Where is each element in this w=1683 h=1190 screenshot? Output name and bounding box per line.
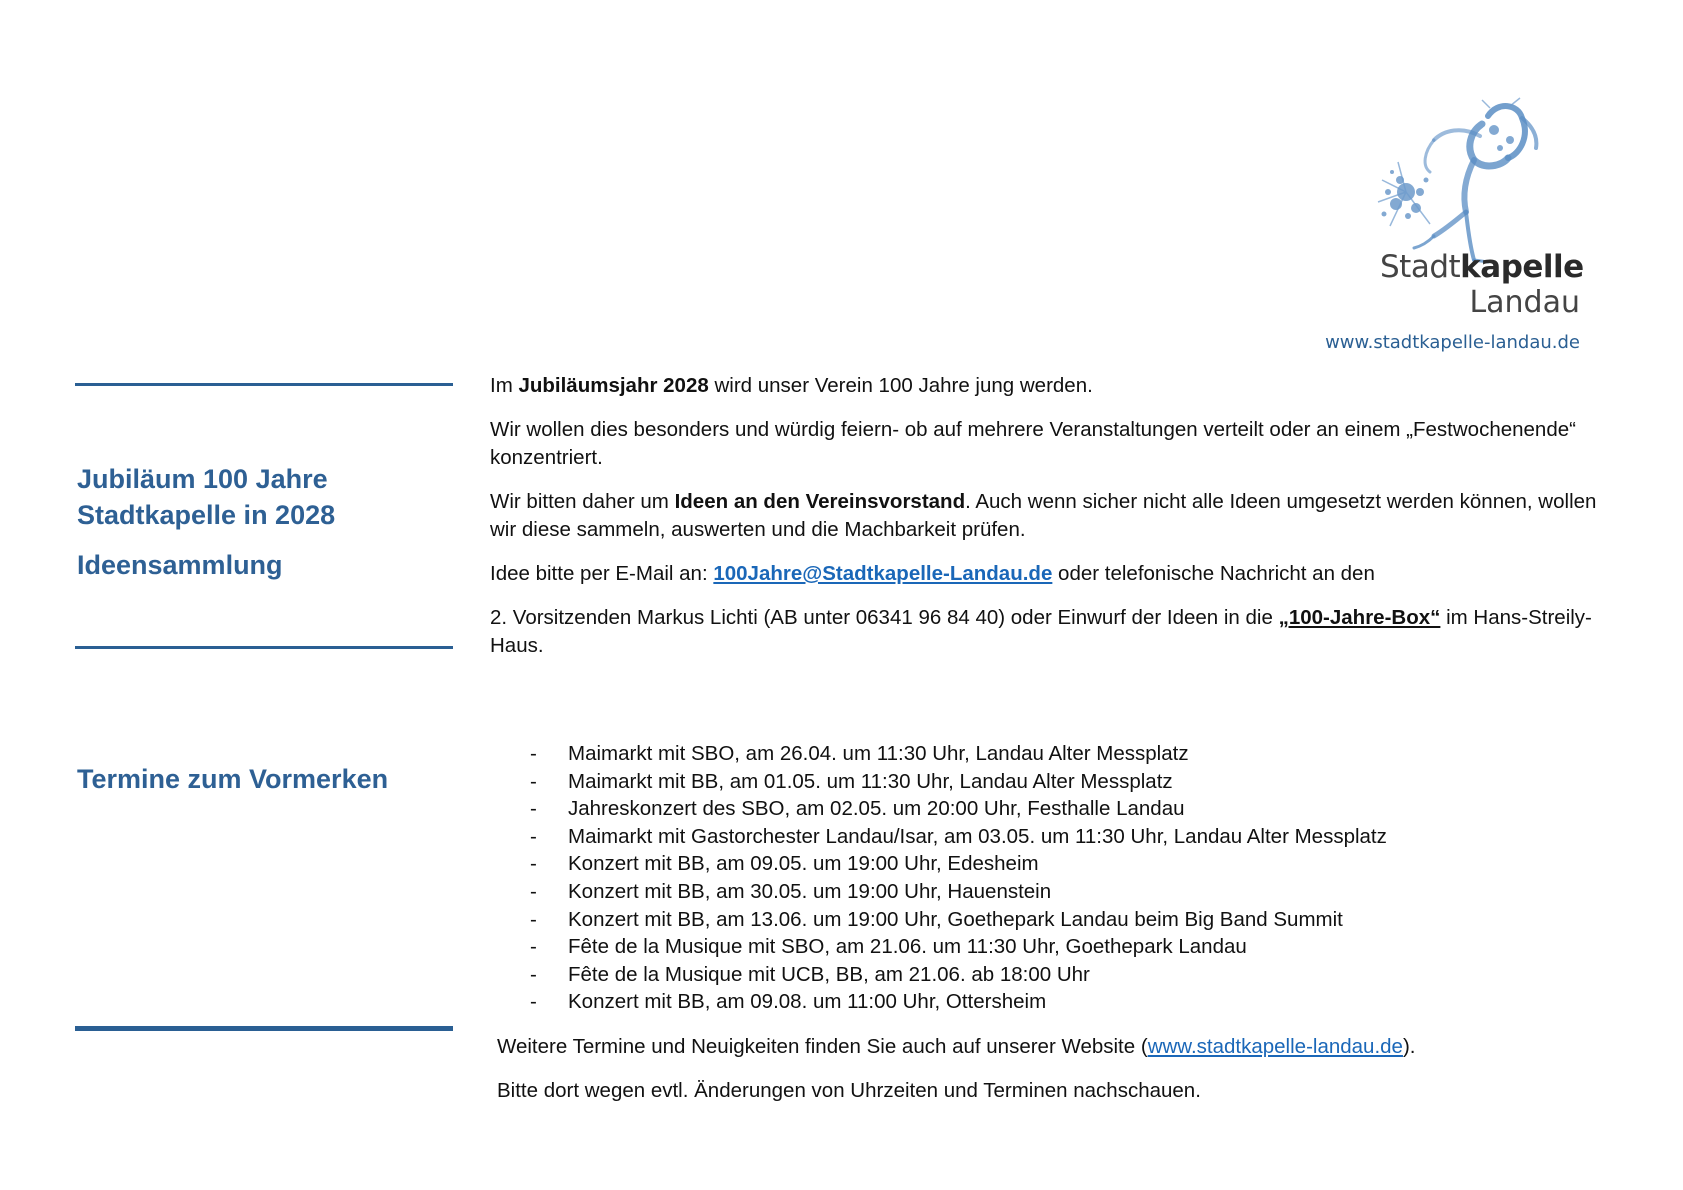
- dash-bullet: -: [530, 769, 537, 793]
- list-item: [530, 933, 1630, 961]
- list-item: [530, 961, 1630, 989]
- divider-bottom: [75, 1026, 453, 1031]
- intro-p5-text: 2. Vorsitzenden Markus Lichti (AB unter 06341 96 84 40) oder Einwurf der Ideen in die: [490, 606, 1279, 629]
- list-item: [530, 878, 1630, 906]
- list-item: [530, 906, 1630, 934]
- ideensammlung-heading: Ideensammlung: [77, 550, 283, 580]
- list-item: [530, 795, 1630, 823]
- list-item: [530, 988, 1630, 1016]
- footer-p1-text: Weitere Termine und Neuigkeiten finden Sie auch auf unserer Website (: [497, 1035, 1148, 1058]
- intro-p3-bold: Ideen an den Vereinsvorstand: [674, 490, 966, 513]
- footer-section: [497, 1033, 1597, 1121]
- intro-p1-text: Im: [490, 374, 519, 397]
- list-item: [530, 740, 1630, 768]
- list-item-text: Maimarkt mit SBO, am 26.04. um 11:30 Uhr, Landau Alter Messplatz: [568, 742, 1189, 765]
- dash-bullet: -: [530, 824, 537, 848]
- dash-bullet: -: [530, 879, 537, 903]
- website-link[interactable]: www.stadtkapelle-landau.de: [1147, 1035, 1403, 1058]
- intro-p1-text-end: wird unser Verein 100 Jahre jung werden.: [708, 374, 1093, 397]
- intro-p5-text-end: im Hans-Streily-Haus.: [490, 606, 1592, 657]
- list-item-text: Konzert mit BB, am 09.05. um 19:00 Uhr, Edesheim: [568, 852, 1039, 876]
- list-item-text: Maimarkt mit Gastorchester Landau/Isar, am 03.05. um 11:30 Uhr, Landau Alter Messplatz: [568, 824, 1387, 848]
- list-item: [530, 850, 1630, 878]
- list-item-text: Fête de la Musique mit SBO, am 21.06. um 11:30 Uhr, Goethepark Landau: [568, 935, 1247, 959]
- intro-p4-text: Idee bitte per E-Mail an:: [490, 562, 714, 585]
- intro-paragraph-3: [490, 488, 1600, 544]
- email-link[interactable]: 100Jahre@Stadtkapelle-Landau.de: [713, 562, 1053, 585]
- dash-bullet: -: [530, 742, 537, 765]
- list-item: [530, 823, 1630, 851]
- intro-p1-bold: Jubiläumsjahr 2028: [518, 374, 709, 397]
- intro-paragraph-4: [490, 560, 1600, 588]
- dash-bullet: -: [530, 797, 537, 821]
- termine-list: [530, 740, 1630, 1016]
- footer-paragraph-2: Bitte dort wegen evtl. Änderungen von Uhrzeiten und Terminen nachschauen.: [497, 1079, 1201, 1102]
- termine-heading: Termine zum Vormerken: [77, 764, 389, 794]
- stadtkapelle-logo: [1300, 96, 1600, 361]
- logo-wordmark: [1380, 249, 1584, 285]
- jubilaeum-heading-line1: Jubiläum 100 Jahre: [77, 464, 328, 494]
- intro-p4-text-end: oder telefonische Nachricht an den: [1052, 562, 1375, 585]
- footer-p1-text-end: ).: [1402, 1035, 1416, 1058]
- jubilaeum-heading: [77, 461, 457, 533]
- logo-name-light: Stadt: [1380, 249, 1461, 285]
- logo-place: Landau: [1469, 285, 1580, 320]
- intro-paragraph-5: [490, 604, 1600, 660]
- footer-paragraph-1: [497, 1033, 1597, 1061]
- dash-bullet: -: [530, 907, 537, 931]
- jubilaeum-heading-line2: Stadtkapelle in 2028: [77, 500, 336, 530]
- dash-bullet: -: [530, 962, 537, 986]
- intro-p3-text: Wir bitten daher um: [490, 490, 675, 513]
- musician-figure-icon: [1370, 96, 1550, 266]
- divider-middle: [75, 646, 453, 649]
- intro-p3-text-end: . Auch wenn sicher nicht alle Ideen umgesetzt werden können, wollen wir diese sammeln, auswerten und die Machbarkeit prüfen.: [490, 490, 1597, 541]
- dash-bullet: -: [530, 990, 537, 1014]
- intro-paragraph-2: Wir wollen dies besonders und würdig feiern- ob auf mehrere Veranstaltungen verteilt oder an einem „Festwochenende“ konzentriert.: [490, 418, 1576, 469]
- dash-bullet: -: [530, 852, 537, 876]
- list-item-text: Fête de la Musique mit UCB, BB, am 21.06. ab 18:00 Uhr: [568, 962, 1090, 986]
- box-highlight: „100-Jahre-Box“: [1278, 606, 1441, 629]
- intro-paragraph-1: [490, 372, 1600, 400]
- dash-bullet: -: [530, 935, 537, 959]
- list-item-text: Konzert mit BB, am 30.05. um 19:00 Uhr, Hauenstein: [568, 879, 1052, 903]
- list-item: [530, 768, 1630, 796]
- list-item-text: Konzert mit BB, am 09.08. um 11:00 Uhr, Ottersheim: [568, 990, 1047, 1014]
- intro-section: [490, 372, 1600, 676]
- list-item-text: Konzert mit BB, am 13.06. um 19:00 Uhr, Goethepark Landau beim Big Band Summit: [568, 907, 1343, 931]
- logo-name-bold: kapelle: [1460, 249, 1584, 285]
- divider-top: [75, 383, 453, 386]
- list-item-text: Maimarkt mit BB, am 01.05. um 11:30 Uhr, Landau Alter Messplatz: [568, 769, 1173, 793]
- logo-url[interactable]: www.stadtkapelle-landau.de: [1325, 332, 1580, 353]
- list-item-text: Jahreskonzert des SBO, am 02.05. um 20:00 Uhr, Festhalle Landau: [568, 797, 1185, 821]
